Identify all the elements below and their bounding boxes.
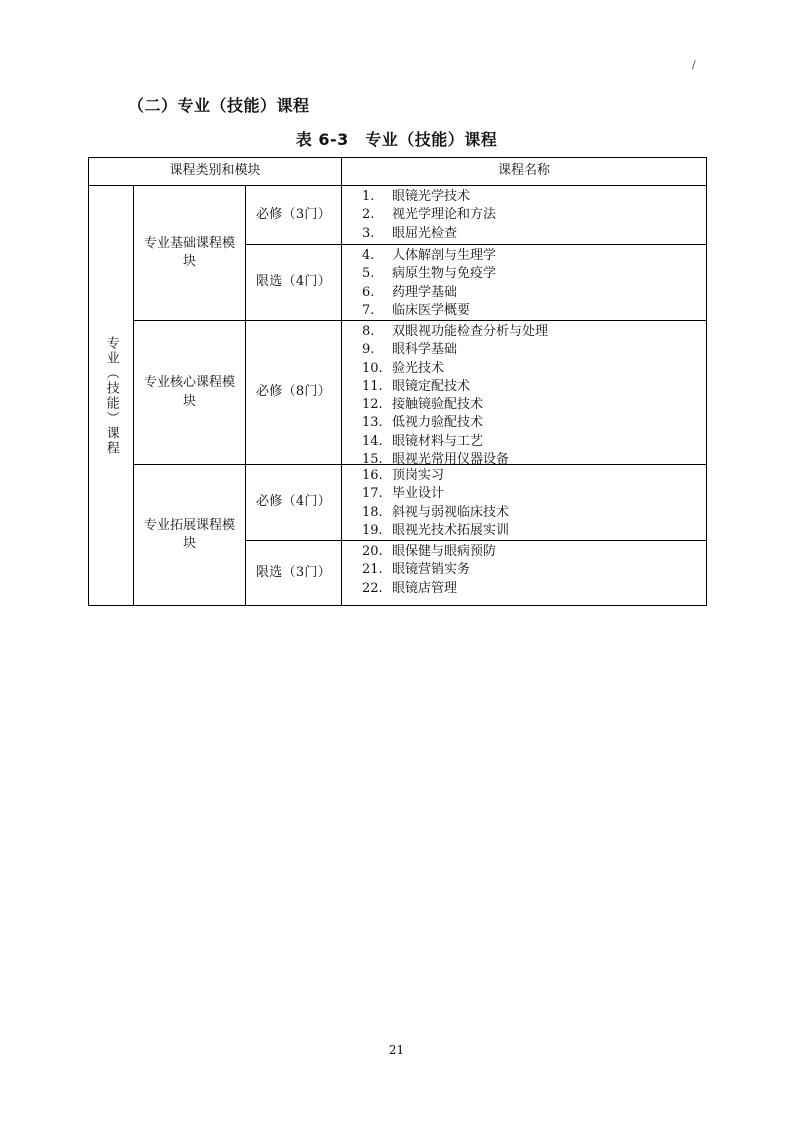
requirement-label: 必修（4门）	[255, 494, 332, 510]
module-cell	[133, 320, 246, 465]
course-name: 眼保健与眼病预防	[392, 544, 497, 559]
course-name: 病原生物与免疫学	[392, 266, 497, 282]
course-number: 14.	[362, 433, 383, 449]
list-item	[362, 580, 706, 598]
course-list	[362, 323, 706, 469]
list-item	[362, 302, 706, 320]
list-item	[362, 225, 706, 243]
course-number: 21.	[362, 562, 383, 578]
course-name: 眼镜材料与工艺	[392, 433, 484, 449]
table-caption: 表 6-3 专业（技能）课程	[295, 130, 498, 149]
course-name: 接触镜验配技术	[392, 397, 484, 413]
course-number: 19.	[362, 522, 383, 538]
requirement-label: 必修（8门）	[255, 384, 332, 400]
course-name: 双眼视功能检查分析与处理	[392, 324, 549, 339]
module-name: 专业拓展课程模块	[143, 517, 235, 551]
course-name: 眼镜定配技术	[392, 378, 471, 394]
course-name: 斜视与弱视临床技术	[392, 504, 510, 520]
course-number: 13.	[362, 415, 383, 431]
course-name: 眼视光技术拓展实训	[392, 522, 510, 538]
list-item	[362, 543, 706, 561]
course-name: 眼屈光检查	[392, 225, 458, 241]
list-item	[362, 188, 706, 206]
list-item	[362, 247, 706, 265]
courses-cell	[341, 185, 707, 245]
course-number: 2.	[362, 207, 375, 223]
course-list	[362, 467, 706, 540]
requirement-label: 限选（4门）	[255, 274, 332, 290]
list-item	[362, 284, 706, 302]
header-courses: 课程名称	[341, 157, 707, 186]
course-number: 6.	[362, 284, 375, 300]
course-list	[362, 188, 706, 243]
list-item	[362, 561, 706, 579]
course-number: 18.	[362, 504, 383, 520]
list-item	[362, 265, 706, 283]
course-name: 药理学基础	[392, 284, 458, 300]
course-number: 10.	[362, 360, 383, 376]
requirement-label: 必修（3门）	[255, 206, 332, 222]
list-item	[362, 378, 706, 396]
course-name: 验光技术	[392, 360, 445, 376]
corner-mark: /	[692, 58, 696, 71]
requirement-label: 限选（3门）	[255, 564, 332, 580]
list-item	[362, 522, 706, 540]
page-number: 21	[388, 1043, 405, 1057]
module-cell	[133, 185, 246, 321]
list-item	[362, 323, 706, 341]
course-name: 低视力验配技术	[392, 415, 484, 431]
course-name: 临床医学概要	[392, 302, 471, 318]
list-item	[362, 414, 706, 432]
list-item	[362, 360, 706, 378]
course-name: 视光学理论和方法	[392, 207, 497, 223]
list-item	[362, 485, 706, 503]
course-number: 8.	[362, 324, 375, 339]
module-name: 专业核心课程模块	[143, 375, 235, 409]
requirement-cell	[245, 244, 342, 321]
course-number: 4.	[362, 248, 375, 263]
course-number: 12.	[362, 397, 383, 413]
list-item	[362, 206, 706, 224]
list-item	[362, 504, 706, 522]
course-list	[362, 247, 706, 320]
course-name: 毕业设计	[392, 486, 445, 502]
list-item	[362, 341, 706, 359]
course-number: 16.	[362, 468, 383, 483]
module-cell	[133, 464, 246, 606]
courses-cell	[341, 464, 707, 541]
module-name: 专业基础课程模块	[143, 235, 235, 269]
course-number: 22.	[362, 580, 383, 596]
requirement-cell	[245, 185, 342, 245]
course-name: 眼视光常用仪器设备	[392, 452, 510, 468]
course-name: 眼镜店管理	[392, 580, 458, 596]
list-item	[362, 396, 706, 414]
course-name: 眼镜光学技术	[392, 189, 471, 204]
course-number: 11.	[362, 378, 383, 394]
section-heading: （二）专业（技能）课程	[128, 96, 310, 115]
category-label: 专业（技能）课程	[103, 335, 119, 456]
header-category: 课程类别和模块	[88, 157, 342, 186]
course-number: 5.	[362, 266, 375, 282]
category-cell	[88, 185, 134, 606]
courses-cell	[341, 540, 707, 606]
course-name: 眼镜营销实务	[392, 562, 471, 578]
list-item	[362, 433, 706, 451]
course-name: 顶岗实习	[392, 468, 445, 483]
course-number: 3.	[362, 225, 375, 241]
list-item	[362, 467, 706, 485]
courses-cell	[341, 244, 707, 321]
requirement-cell	[245, 540, 342, 606]
course-number: 7.	[362, 302, 375, 318]
course-number: 1.	[362, 189, 375, 204]
course-list	[362, 543, 706, 598]
course-number: 15.	[362, 452, 383, 468]
requirement-cell	[245, 464, 342, 541]
courses-cell	[341, 320, 707, 468]
course-name: 眼科学基础	[392, 342, 458, 358]
course-number: 9.	[362, 342, 375, 358]
course-name: 人体解剖与生理学	[392, 248, 497, 263]
course-number: 20.	[362, 544, 383, 559]
course-number: 17.	[362, 486, 383, 502]
requirement-cell	[245, 320, 342, 465]
